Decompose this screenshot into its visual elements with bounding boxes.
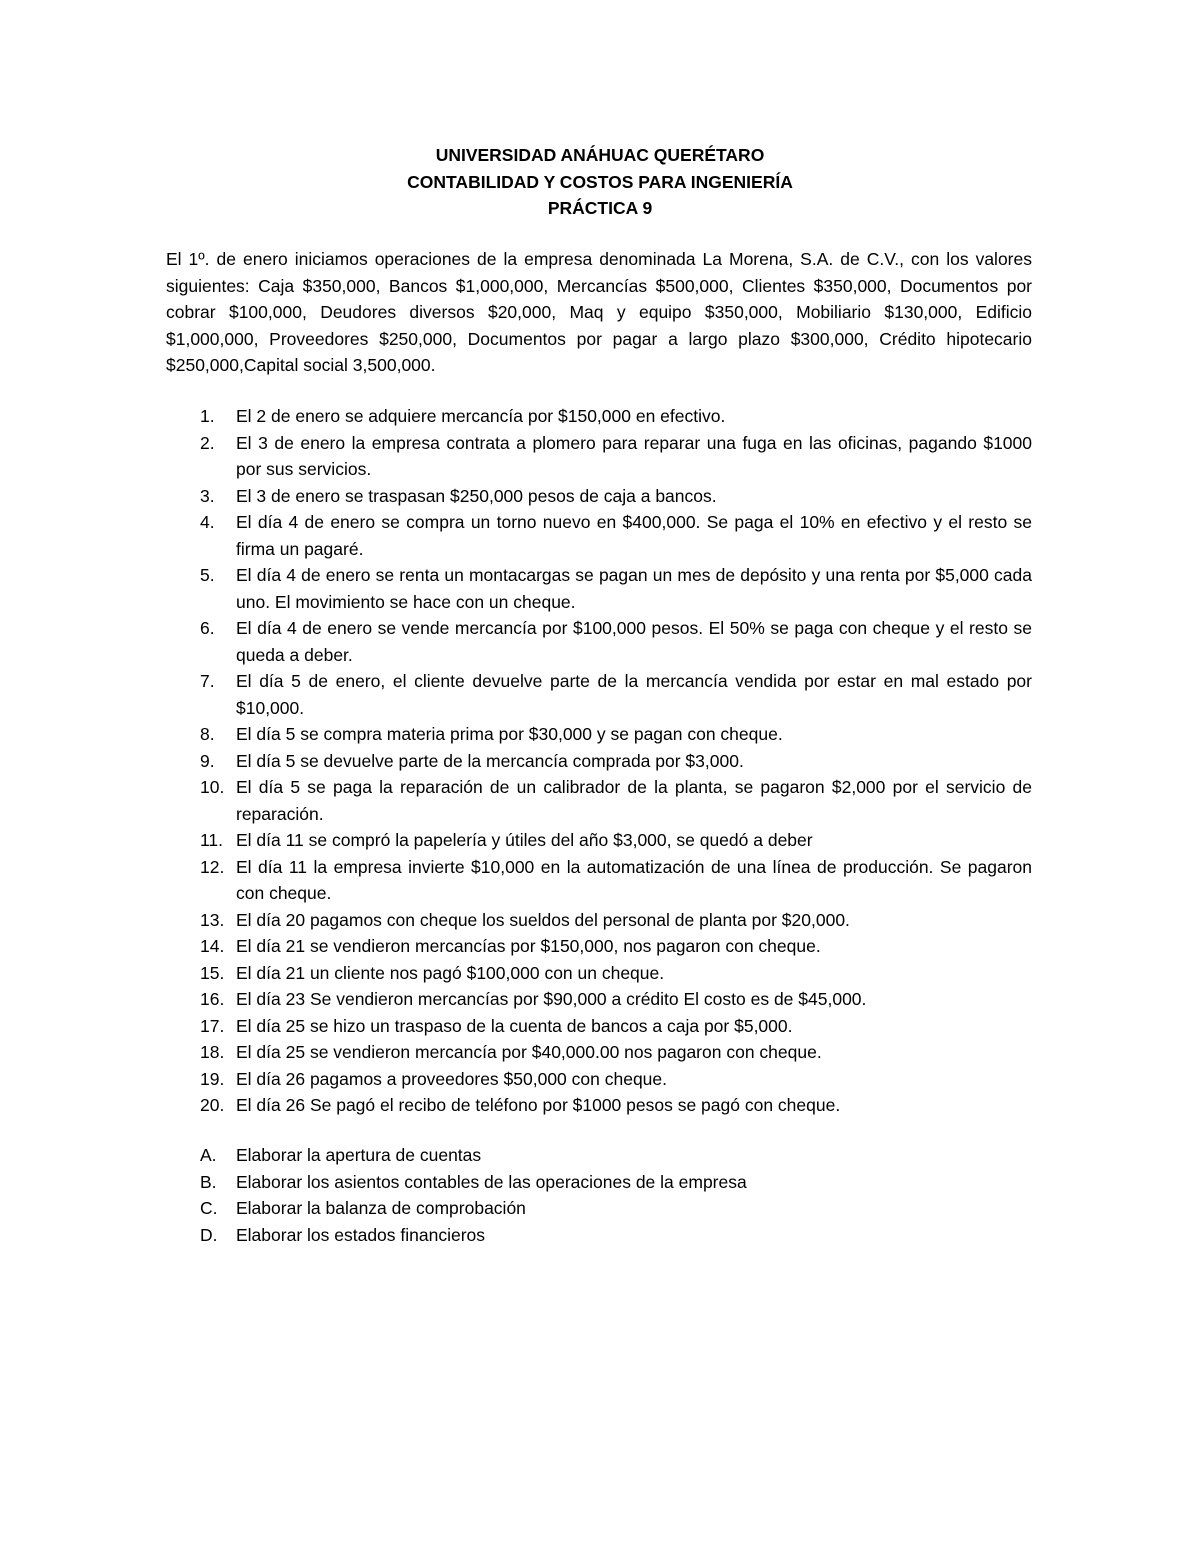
item-text: El día 21 un cliente nos pagó $100,000 con un cheque. <box>236 962 665 983</box>
list-item <box>166 1039 1032 1066</box>
item-number: 7. <box>200 671 215 691</box>
item-text: El día 20 pagamos con cheque los sueldos del personal de planta por $20,000. <box>236 909 850 930</box>
tasks-list <box>166 1142 1032 1248</box>
item-text: El día 25 se vendieron mercancía por $40,000.00 nos pagaron con cheque. <box>236 1042 822 1062</box>
item-number: 2. <box>200 432 215 453</box>
item-text: El día 25 se hizo un traspaso de la cuenta de bancos a caja por $5,000. <box>236 1015 793 1036</box>
list-item <box>166 907 1032 934</box>
list-item <box>166 774 1032 827</box>
list-item <box>166 430 1032 483</box>
item-number: 8. <box>200 724 215 744</box>
item-text: El día 5 se devuelve parte de la mercancía comprada por $3,000. <box>236 750 744 771</box>
item-text: El día 26 pagamos a proveedores $50,000 con cheque. <box>236 1068 668 1089</box>
item-text: El día 26 Se pagó el recibo de teléfono por $1000 pesos se pagó con cheque. <box>236 1095 841 1115</box>
list-item <box>166 509 1032 562</box>
item-text: El 2 de enero se adquiere mercancía por $150,000 en efectivo. <box>236 406 726 426</box>
item-number: 11. <box>200 830 224 850</box>
item-number: 3. <box>200 485 215 506</box>
university-title: UNIVERSIDAD ANÁHUAC QUERÉTARO <box>435 145 765 165</box>
item-text: Elaborar la balanza de comprobación <box>236 1198 526 1218</box>
list-item <box>166 960 1032 987</box>
item-text: El 3 de enero la empresa contrata a plomero para reparar una fuga en las oficinas, pagando $1000 por sus servicios. <box>236 432 1032 479</box>
list-item <box>166 1066 1032 1093</box>
item-text: El día 11 la empresa invierte $10,000 en la automatización de una línea de producción. Se pagaron con cheque. <box>236 856 1032 903</box>
item-text: Elaborar los estados financieros <box>236 1224 486 1245</box>
item-number: 5. <box>200 565 215 585</box>
list-item <box>166 1222 1032 1249</box>
item-number: 10. <box>200 777 225 797</box>
item-text: El día 4 de enero se vende mercancía por $100,000 pesos. El 50% se paga con cheque y el resto se queda a deber. <box>236 618 1032 665</box>
intro-paragraph: El 1º. de enero iniciamos operaciones de la empresa denominada La Morena, S.A. de C.V., con los valores siguientes: Caja $350,000, Bancos $1,000,000, Mercancías $500,000, Clientes $350,000, Documentos por cobrar $100,000, Deudores diversos $20,000, Maq y equipo $350,000, Mobiliario $130,000, Edificio $1,000,000, Proveedores $250,000, Documentos por pagar a largo plazo $300,000, Crédito hipotecario $250,000,Capital social 3,500,000. <box>166 249 1032 376</box>
item-number: 6. <box>200 618 215 638</box>
item-number: 19. <box>200 1068 225 1089</box>
item-text: El día 5 se compra materia prima por $30,000 y se pagan con cheque. <box>236 724 783 744</box>
item-text: El día 4 de enero se compra un torno nuevo en $400,000. Se paga el 10% en efectivo y el resto se firma un pagaré. <box>236 512 1032 559</box>
item-text: El día 4 de enero se renta un montacargas se pagan un mes de depósito y una renta por $5,000 cada uno. El movimiento se hace con un cheque. <box>236 565 1032 612</box>
item-number: 18. <box>200 1042 225 1062</box>
item-number: 12. <box>200 856 225 877</box>
list-item <box>166 721 1032 748</box>
item-number: 14. <box>200 936 225 956</box>
list-item <box>166 933 1032 960</box>
item-letter: A. <box>200 1145 217 1165</box>
item-text: El día 11 se compró la papelería y útiles del año $3,000, se quedó a deber <box>236 830 813 850</box>
document-header <box>0 142 1200 222</box>
list-item <box>166 1195 1032 1222</box>
item-letter: D. <box>200 1224 218 1245</box>
list-item <box>166 748 1032 775</box>
operations-list <box>166 403 1032 1119</box>
item-text: El día 5 de enero, el cliente devuelve parte de la mercancía vendida por estar en mal estado por $10,000. <box>236 671 1032 718</box>
item-letter: B. <box>200 1171 217 1192</box>
item-text: El día 21 se vendieron mercancías por $150,000, nos pagaron con cheque. <box>236 936 821 956</box>
item-text: El 3 de enero se traspasan $250,000 pesos de caja a bancos. <box>236 485 717 506</box>
item-text: El día 23 Se vendieron mercancías por $90,000 a crédito El costo es de $45,000. <box>236 989 867 1009</box>
item-number: 15. <box>200 962 225 983</box>
practice-title: PRÁCTICA 9 <box>547 198 653 218</box>
list-item <box>166 403 1032 430</box>
item-number: 1. <box>200 406 215 426</box>
list-item <box>166 986 1032 1013</box>
list-item <box>166 1142 1032 1169</box>
list-item <box>166 1092 1032 1119</box>
item-number: 16. <box>200 989 225 1009</box>
item-number: 17. <box>200 1015 225 1036</box>
course-title: CONTABILIDAD Y COSTOS PARA INGENIERÍA <box>407 171 793 192</box>
list-item <box>166 483 1032 510</box>
item-text: El día 5 se paga la reparación de un calibrador de la planta, se pagaron $2,000 por el servicio de reparación. <box>236 777 1032 824</box>
list-item <box>166 1013 1032 1040</box>
list-item <box>166 562 1032 615</box>
list-item <box>166 1169 1032 1196</box>
list-item <box>166 827 1032 854</box>
list-item <box>166 668 1032 721</box>
list-item <box>166 854 1032 907</box>
item-letter: C. <box>200 1198 218 1218</box>
item-number: 4. <box>200 512 215 532</box>
item-number: 13. <box>200 909 225 930</box>
list-item <box>166 615 1032 668</box>
item-text: Elaborar los asientos contables de las operaciones de la empresa <box>236 1171 747 1192</box>
item-number: 20. <box>200 1095 225 1115</box>
item-number: 9. <box>200 750 215 771</box>
item-text: Elaborar la apertura de cuentas <box>236 1145 482 1165</box>
